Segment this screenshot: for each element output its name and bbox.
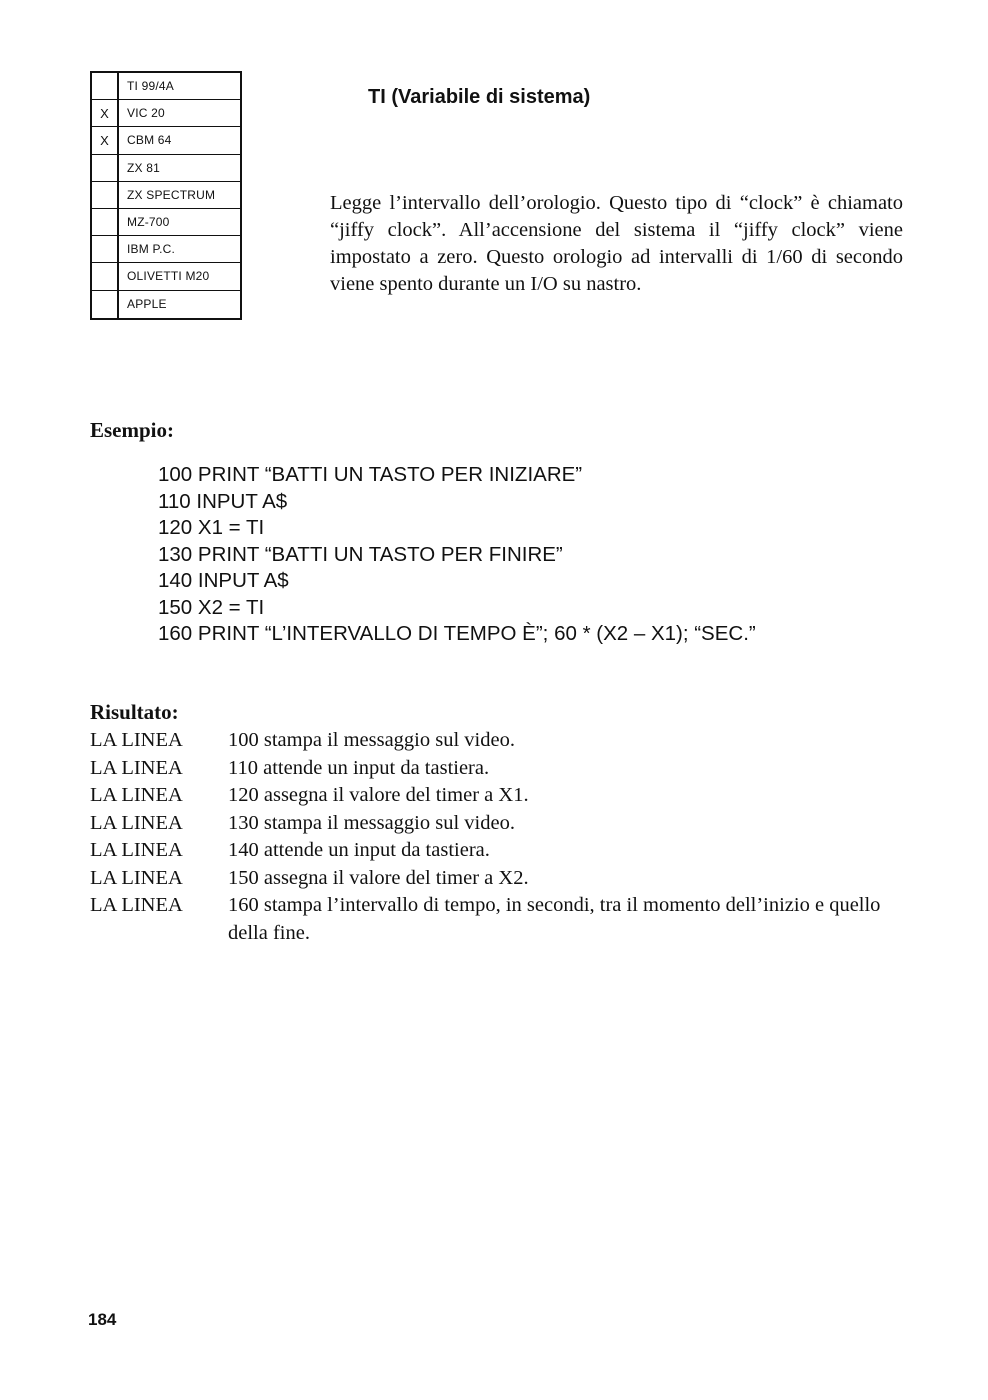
- compatibility-row: [92, 73, 240, 100]
- result-line-text: 110 attende un input da tastiera.: [228, 756, 490, 779]
- compatibility-row: [92, 291, 240, 318]
- result-line-text: 150 assegna il valore del timer a X2.: [228, 866, 529, 889]
- compatibility-check: [92, 209, 119, 235]
- result-row: [90, 810, 910, 838]
- compatibility-check: [92, 236, 119, 262]
- compatibility-table: [90, 71, 242, 320]
- result-line-text: 120 assegna il valore del timer a X1.: [228, 784, 529, 806]
- result-line-text: 160 stampa l’intervallo di tempo, in secondi, tra il momento dell’inizio e quello della fine.: [228, 894, 881, 944]
- code-line: 100 PRINT “BATTI UN TASTO PER INIZIARE”: [158, 463, 583, 486]
- result-line-label: LA LINEA: [90, 811, 183, 834]
- compatibility-system: OLIVETTI M20: [127, 269, 210, 284]
- compatibility-system: APPLE: [127, 297, 167, 312]
- compatibility-system: ZX 81: [127, 160, 161, 175]
- compatibility-row: [92, 236, 240, 263]
- code-line: 150 X2 = TI: [158, 595, 265, 619]
- compatibility-row: [92, 155, 240, 182]
- compatibility-check: [92, 182, 119, 208]
- result-row: [90, 755, 910, 783]
- result-line-label: LA LINEA: [90, 839, 183, 861]
- compatibility-check: X: [92, 127, 119, 153]
- compatibility-system: TI 99/4A: [127, 79, 174, 94]
- description-paragraph: Legge l’intervallo dell’orologio. Questo tipo di “clock” è chiamato “jiffy clock”. All’accensione del sistema il “jiffy clock” viene impostato a zero. Questo orologio ad intervalli di 1/60 di secondo viene spento durante un I/O su nastro.: [330, 192, 903, 295]
- result-line-text: 100 stampa il messaggio sul video.: [228, 729, 515, 751]
- result-line-label: LA LINEA: [90, 756, 183, 779]
- compatibility-row: [92, 209, 240, 236]
- compatibility-system: IBM P.C.: [127, 242, 176, 257]
- code-line: 140 INPUT A$: [158, 569, 289, 592]
- compatibility-system: MZ-700: [127, 215, 170, 230]
- result-line-text: 140 attende un input da tastiera.: [228, 839, 490, 861]
- code-listing: [158, 462, 756, 648]
- result-line-label: LA LINEA: [90, 784, 183, 806]
- result-line-label: LA LINEA: [90, 866, 183, 889]
- code-line: 110 INPUT A$: [158, 489, 288, 513]
- page-number: 184: [88, 1310, 117, 1329]
- code-line: 130 PRINT “BATTI UN TASTO PER FINIRE”: [158, 542, 563, 566]
- compatibility-row: [92, 182, 240, 209]
- result-row: [90, 892, 910, 947]
- example-label: Esempio:: [90, 418, 174, 442]
- compatibility-check: [92, 155, 119, 181]
- compatibility-system: VIC 20: [127, 106, 165, 121]
- code-line: 120 X1 = TI: [158, 516, 265, 539]
- result-row: [90, 727, 910, 755]
- compatibility-row: [92, 100, 240, 127]
- compatibility-check: X: [92, 100, 119, 126]
- results-list: [90, 727, 910, 947]
- result-row: [90, 837, 910, 865]
- result-line-label: LA LINEA: [90, 894, 183, 916]
- compatibility-check: [92, 291, 119, 318]
- result-line-label: LA LINEA: [90, 729, 183, 751]
- page-title: TI (Variabile di sistema): [368, 86, 591, 108]
- compatibility-row: [92, 127, 240, 154]
- compatibility-check: [92, 73, 119, 99]
- code-line: 160 PRINT “L’INTERVALLO DI TEMPO È”; 60 * (X2 – X1); “SEC.”: [158, 622, 756, 645]
- compatibility-system: ZX SPECTRUM: [127, 187, 216, 202]
- result-line-text: 130 stampa il messaggio sul video.: [228, 811, 515, 834]
- result-label: Risultato:: [90, 700, 179, 724]
- result-row: [90, 865, 910, 893]
- compatibility-system: CBM 64: [127, 133, 172, 148]
- compatibility-row: [92, 263, 240, 290]
- result-row: [90, 782, 910, 810]
- compatibility-check: [92, 263, 119, 289]
